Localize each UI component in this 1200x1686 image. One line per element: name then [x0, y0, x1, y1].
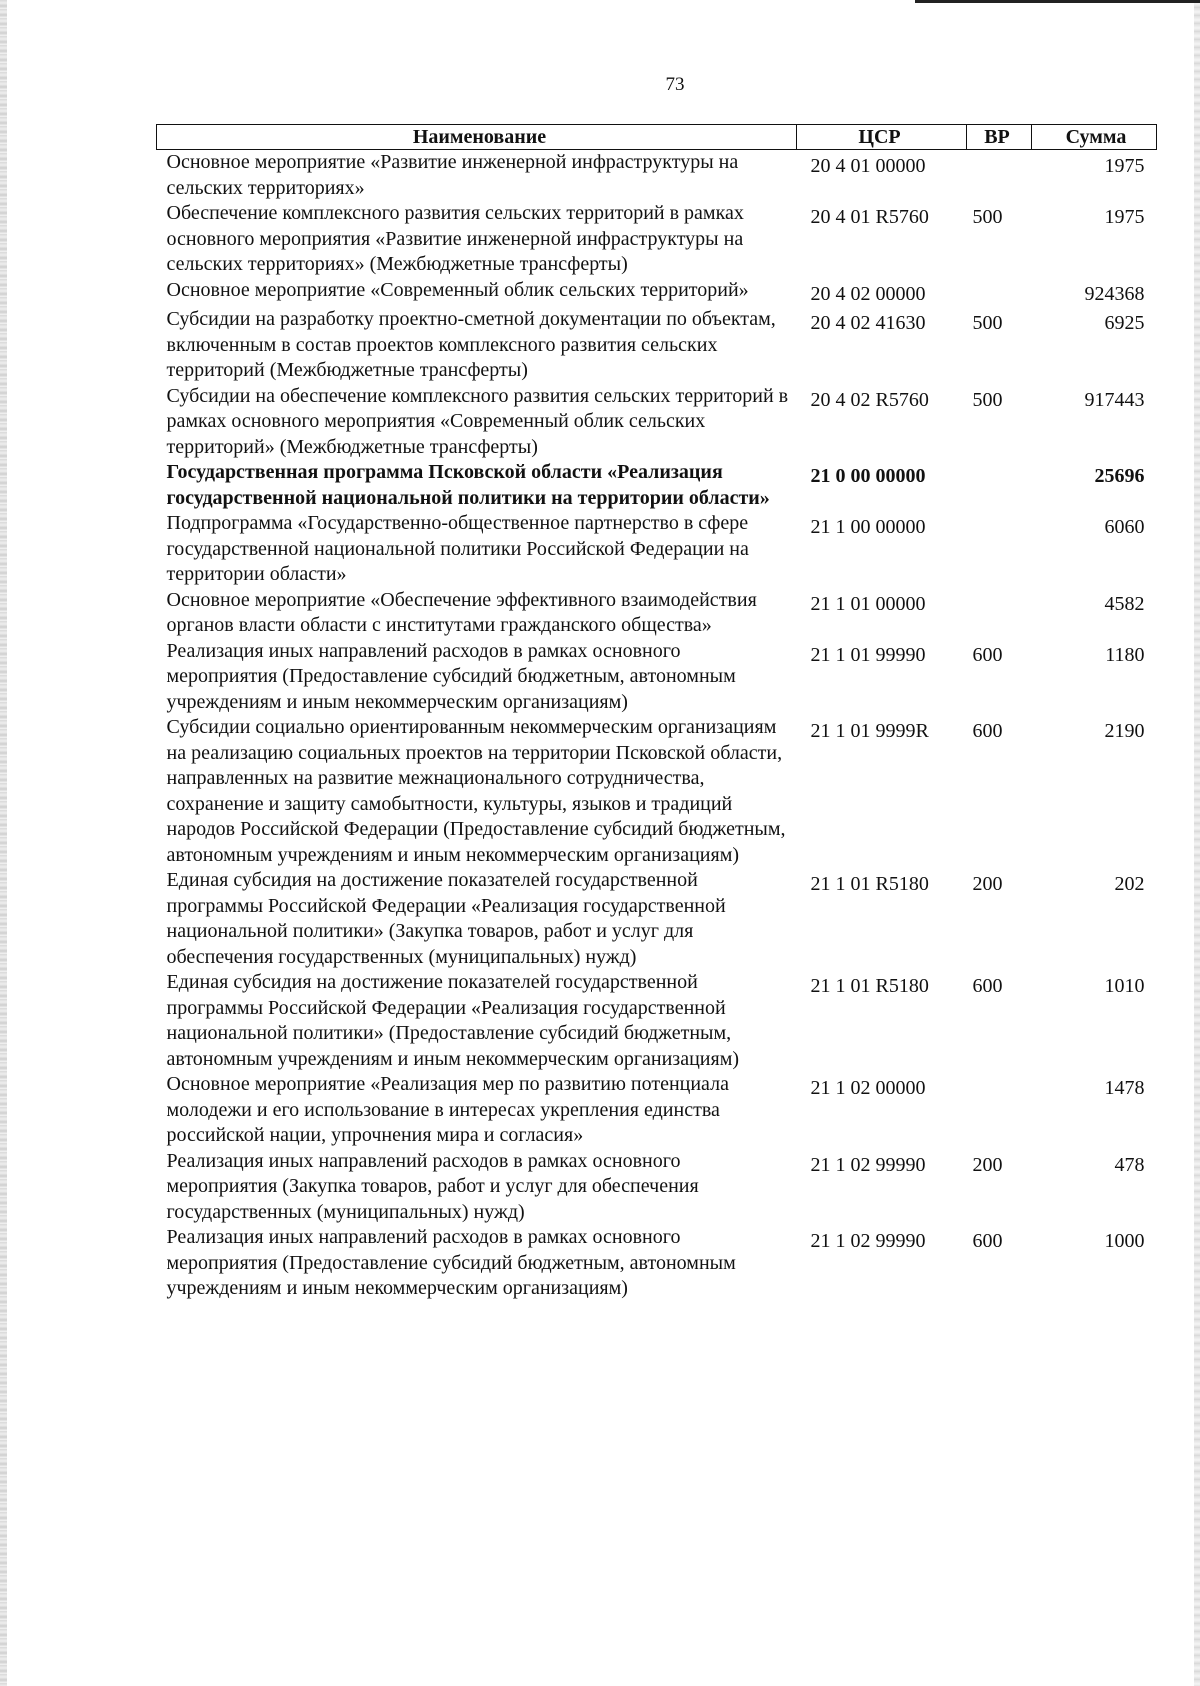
row-csr: 21 1 01 R5180 — [810, 975, 929, 997]
page-number: 73 — [665, 74, 685, 95]
row-csr: 20 4 02 41630 — [810, 312, 926, 334]
row-csr: 21 1 02 00000 — [810, 1077, 926, 1099]
row-csr: 20 4 02 00000 — [810, 282, 926, 305]
row-name: Субсидии социально ориентированным некоммерческим организациям на реализацию социальных проектов на территории Псковской области, направленных на развитие межнационального сотрудничества, сохранение и защиту самобытности, культуры, языков и традиций народов Российской Федерации (Предоставление субсидий бюджетным, автономным учреждениям и иным некоммерческим организациям) — [166, 716, 786, 866]
row-vr — [967, 460, 1032, 511]
row-csr: 21 1 00 00000 — [810, 516, 926, 538]
table-header — [157, 125, 1157, 150]
row-sum: 1975 — [1104, 206, 1145, 228]
table-row — [157, 307, 1157, 384]
row-csr: 21 1 02 99990 — [810, 1230, 926, 1252]
table-row — [157, 588, 1157, 639]
row-vr — [967, 278, 1032, 308]
row-csr: 20 4 01 00000 — [810, 155, 926, 177]
table-row — [157, 150, 1157, 202]
table-row — [157, 1225, 1157, 1302]
row-sum: 1180 — [1105, 643, 1145, 666]
row-name: Реализация иных направлений расходов в рамках основного мероприятия (Предоставление субсидий бюджетным, автономным учреждениям и иным некоммерческим организациям) — [166, 639, 736, 713]
scan-edge-left — [0, 0, 7, 1686]
scan-top-line — [915, 0, 1200, 3]
table-row — [157, 384, 1157, 461]
row-vr: 600 — [972, 975, 1003, 997]
row-sum: 1000 — [1104, 1230, 1145, 1252]
table-row — [157, 278, 1157, 308]
row-sum: 4582 — [1104, 592, 1145, 615]
row-vr: 200 — [972, 1153, 1003, 1176]
table-row — [157, 201, 1157, 278]
row-vr: 500 — [972, 388, 1003, 411]
row-sum: 1478 — [1104, 1077, 1145, 1099]
row-csr: 21 1 02 99990 — [810, 1153, 926, 1176]
row-sum: 6060 — [1104, 516, 1145, 538]
table-body — [157, 150, 1157, 1302]
row-csr: 21 1 01 99990 — [810, 643, 926, 666]
row-sum: 2190 — [1104, 720, 1145, 742]
row-vr — [967, 1072, 1032, 1149]
table-row — [157, 639, 1157, 716]
row-vr — [967, 511, 1032, 588]
row-csr: 21 1 01 9999R — [810, 720, 929, 742]
header-row — [157, 125, 1157, 150]
row-name: Реализация иных направлений расходов в рамках основного мероприятия (Предоставление субсидий бюджетным, автономным учреждениям и иным некоммерческим организациям) — [166, 1226, 736, 1299]
row-sum: 1975 — [1104, 155, 1145, 177]
row-vr: 600 — [972, 720, 1003, 742]
row-name: Основное мероприятие «Современный облик сельских территорий» — [166, 278, 749, 301]
table-row — [157, 1072, 1157, 1149]
row-name: Единая субсидия на достижение показателей государственной программы Российской Федерации «Реализация государственной национальной политики» (Закупка товаров, работ и услуг для обеспечения государственных (муниципальных) нужд) — [166, 869, 726, 968]
row-csr: 20 4 02 R5760 — [810, 388, 929, 411]
row-name: Основное мероприятие «Развитие инженерной инфраструктуры на сельских территориях» — [166, 151, 739, 199]
table-row — [157, 715, 1157, 868]
row-name: Обеспечение комплексного развития сельских территорий в рамках основного мероприятия «Развитие инженерной инфраструктуры на сельских территориях» (Межбюджетные трансферты) — [166, 202, 744, 275]
row-vr: 500 — [972, 206, 1003, 228]
row-vr — [967, 150, 1032, 202]
header-vr: ВР — [967, 125, 1032, 150]
table-row — [157, 511, 1157, 588]
row-csr: 21 1 01 00000 — [810, 592, 926, 615]
row-sum: 202 — [1114, 873, 1145, 895]
row-name: Основное мероприятие «Реализация мер по развитию потенциала молодежи и его использование в интересах укрепления единства российской нации, упрочнения мира и согласия» — [166, 1073, 729, 1146]
row-name: Подпрограмма «Государственно-общественное партнерство в сфере государственной национальной политики Российской Федерации на территории области» — [166, 512, 749, 585]
row-vr: 600 — [972, 643, 1003, 666]
row-sum: 25696 — [1094, 465, 1145, 487]
row-vr: 600 — [972, 1230, 1003, 1252]
table-row — [157, 460, 1157, 511]
row-sum: 917443 — [1084, 388, 1145, 411]
row-name: Основное мероприятие «Обеспечение эффективного взаимодействия органов власти области с институтами гражданского общества» — [166, 588, 757, 636]
row-name: Реализация иных направлений расходов в рамках основного мероприятия (Закупка товаров, работ и услуг для обеспечения государственных (муниципальных) нужд) — [166, 1149, 699, 1223]
header-sum: Сумма — [1032, 125, 1157, 150]
row-sum: 6925 — [1104, 312, 1145, 334]
scan-edge-right — [1194, 0, 1200, 1686]
row-sum: 478 — [1114, 1153, 1145, 1176]
row-csr: 20 4 01 R5760 — [810, 206, 929, 228]
row-vr — [967, 588, 1032, 639]
header-name: Наименование — [157, 125, 797, 150]
row-name: Единая субсидия на достижение показателей государственной программы Российской Федерации «Реализация государственной национальной политики» (Предоставление субсидий бюджетным, автономным учреждениям и иным некоммерческим организациям) — [166, 971, 740, 1070]
row-vr: 500 — [972, 312, 1003, 334]
table-row — [157, 1149, 1157, 1226]
row-vr: 200 — [972, 873, 1003, 895]
row-sum: 1010 — [1104, 975, 1145, 997]
row-csr: 21 1 01 R5180 — [810, 873, 929, 895]
row-name: Государственная программа Псковской области «Реализация государственной национальной политики на территории области» — [166, 461, 770, 509]
row-name: Субсидии на разработку проектно-сметной документации по объектам, включенным в состав проектов комплексного развития сельских территорий (Межбюджетные трансферты) — [166, 308, 776, 381]
table-row — [157, 970, 1157, 1072]
row-sum: 924368 — [1084, 282, 1145, 305]
row-name: Субсидии на обеспечение комплексного развития сельских территорий в рамках основного мероприятия «Современный облик сельских территорий» (Межбюджетные трансферты) — [166, 384, 789, 458]
header-csr: ЦСР — [797, 125, 967, 150]
table-row — [157, 868, 1157, 970]
budget-table — [156, 124, 1157, 1302]
row-csr: 21 0 00 00000 — [810, 465, 926, 487]
